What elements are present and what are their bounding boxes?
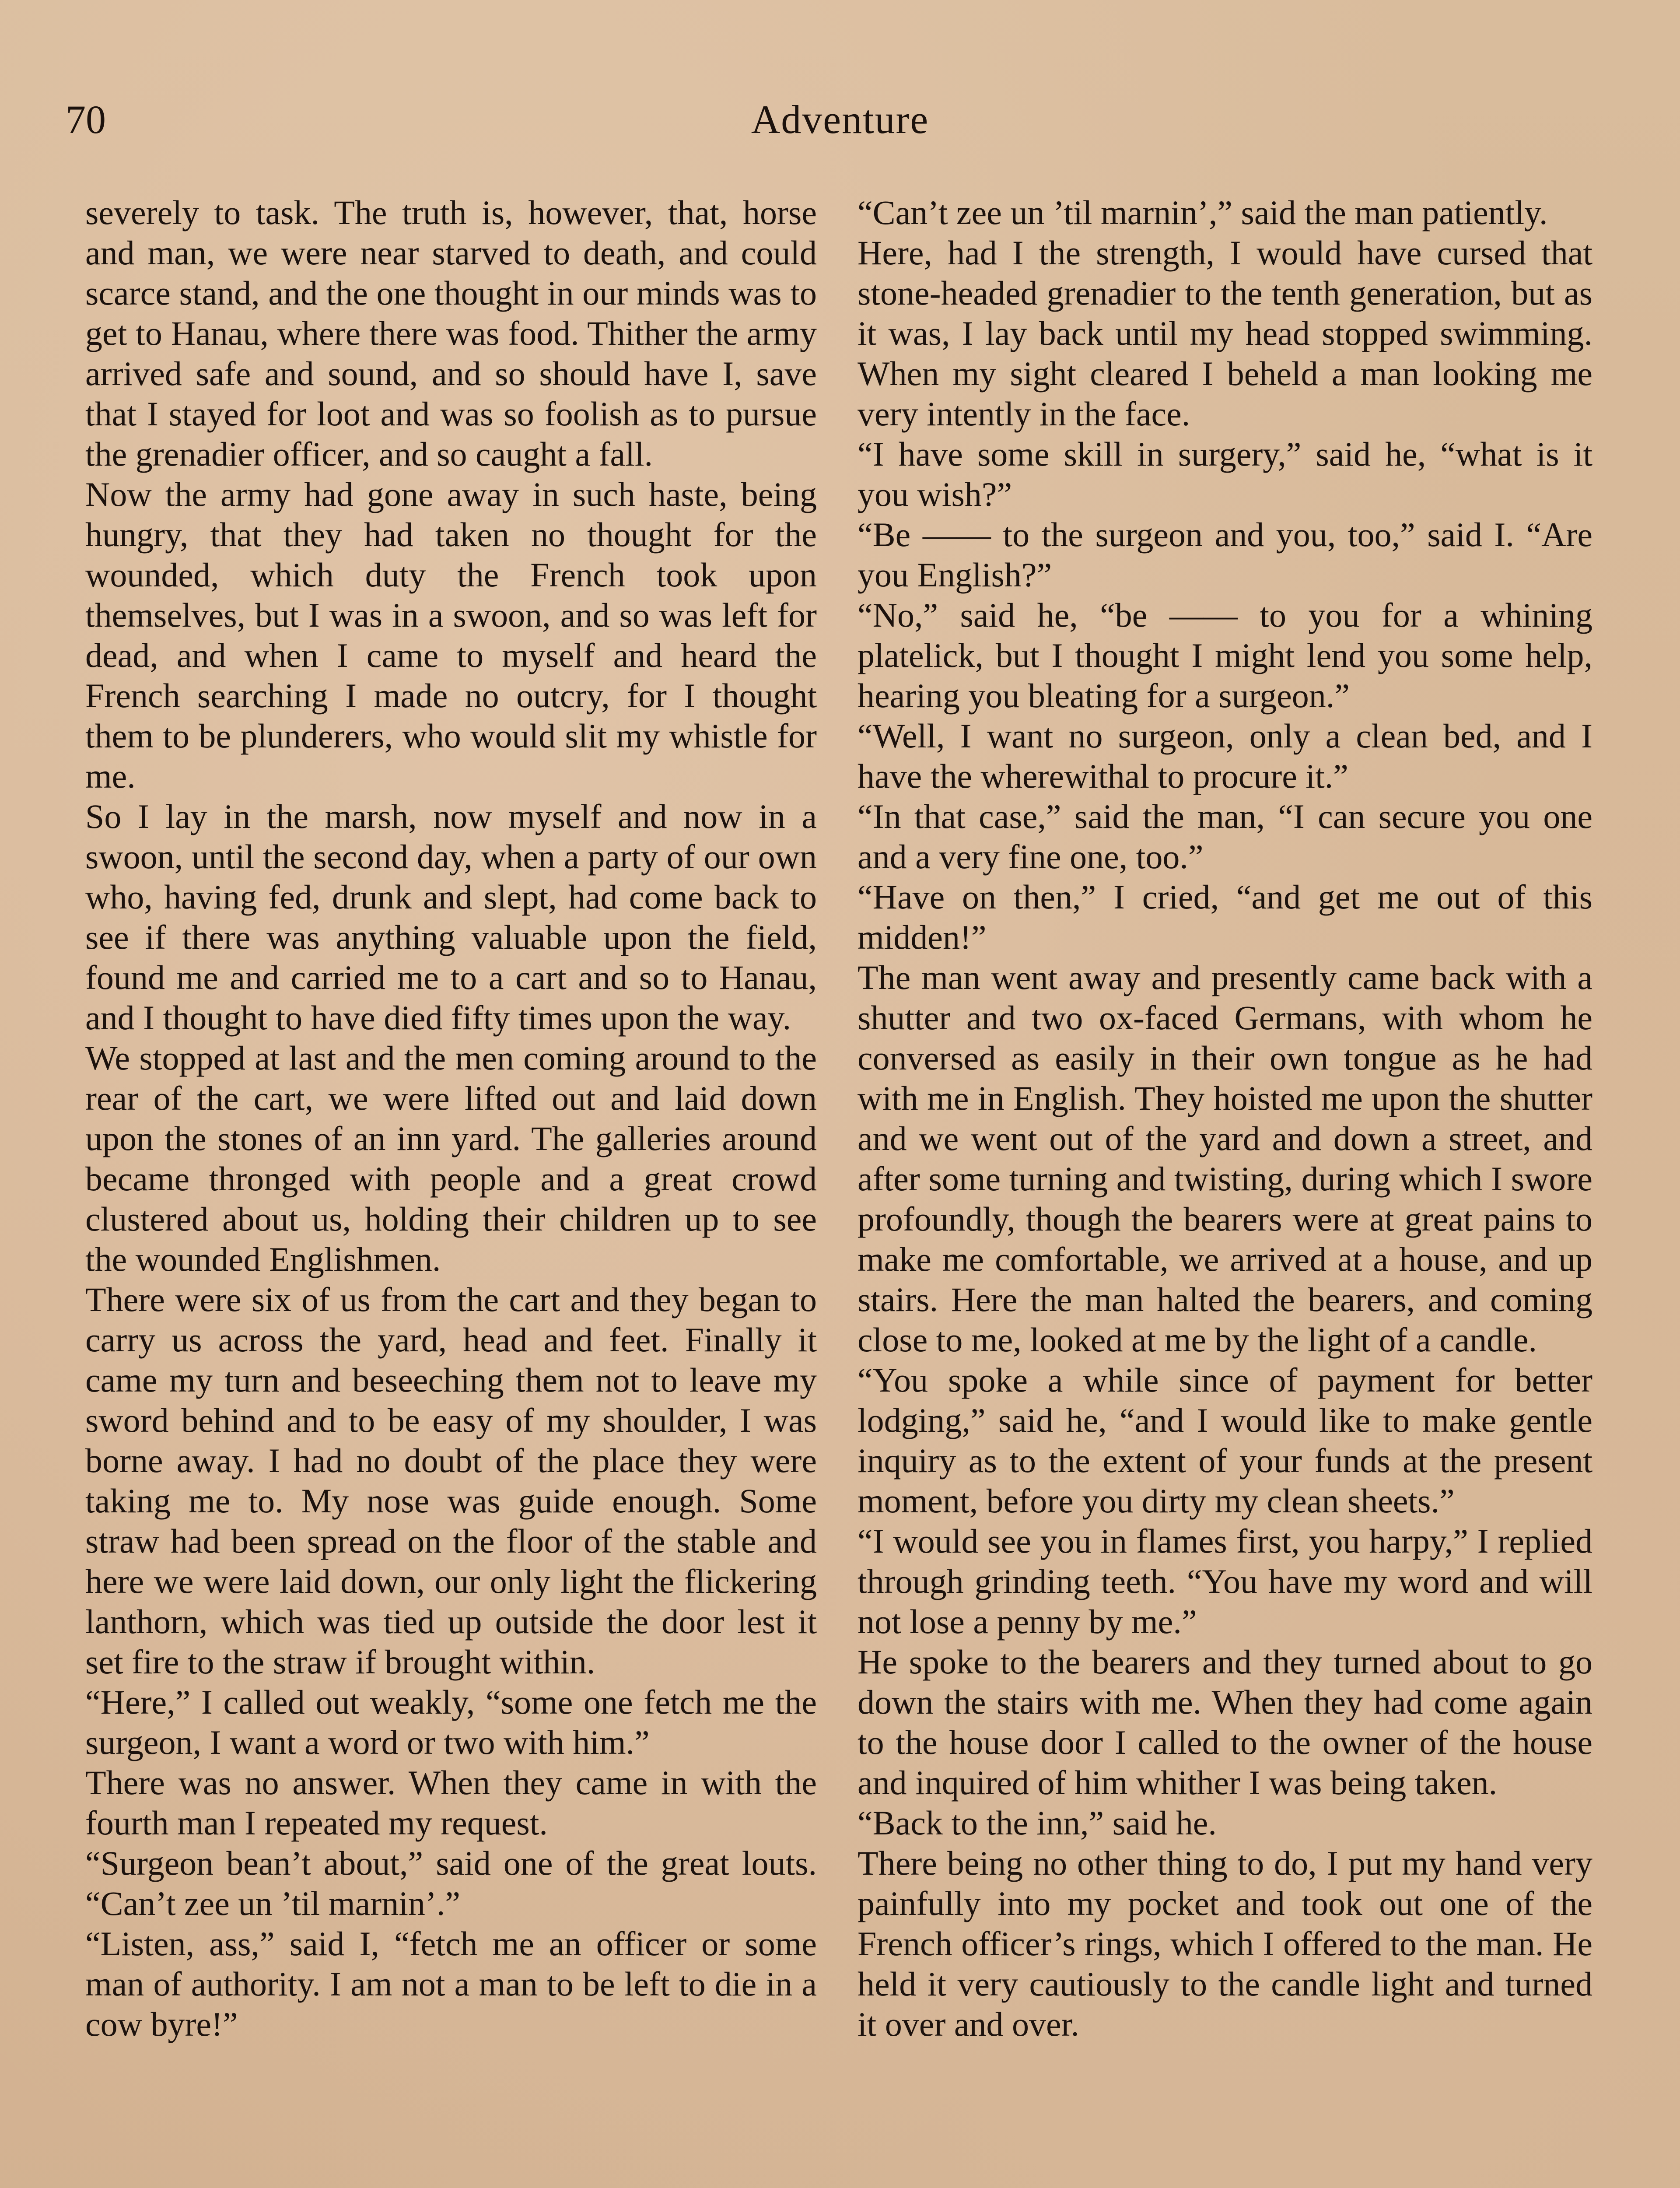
paragraph: Now the army had gone away in such haste, being hungry, that they had taken no thought for the wounded, which duty the French took upon themselves, but I was in a swoon, and so was left for dead, and when I came to myself and heard the French searching I made no outcry, for I thought them to be plunderers, who would slit my whistle for me. [85,475,817,795]
page-header [0,88,1680,153]
paragraph: severely to task. The truth is, however, that, horse and man, we were near starved to death, and could scarce stand, and the one thought in our minds was to get to Hanau, where there was food. Thither the army arrived safe and sound, and so should have I, save that I stayed for loot and was so foolish as to pursue the grenadier officer, and so caught a fall. [85,193,817,473]
paragraph: “I would see you in flames first, you harpy,” I replied through grinding teeth. “You have my word and will not lose a penny by me.” [858,1522,1592,1641]
running-title: Adventure [751,97,929,142]
paragraph: There was no answer. When they came in with the fourth man I repeated my request. [85,1764,817,1842]
paragraph: “In that case,” said the man, “I can secure you one and a very fine one, too.” [858,797,1592,876]
paragraph: “Surgeon bean’t about,” said one of the great louts. “Can’t zee un ’til marnin’.” [85,1844,817,1922]
paragraph: “Well, I want no surgeon, only a clean bed, and I have the wherewithal to procure it.” [858,717,1592,795]
paragraph: Here, had I the strength, I would have cursed that stone-headed grenadier to the tenth generation, but as it was, I lay back until my head stopped swimming. When my sight cleared I beheld a man looking me very intently in the face. [858,234,1592,433]
right-column [858,193,1592,2044]
paragraph: “Have on then,” I cried, “and get me out of this midden!” [858,878,1592,956]
paragraph: The man went away and presently came back with a shutter and two ox-faced Germans, with whom he conversed as easily in their own tongue as he had with me in English. They hoisted me upon the shutter and we went out of the yard and down a street, and after some turning and twisting, during which I swore profoundly, though the bearers were at great pains to make me comfortable, we arrived at a house, and up stairs. Here the man halted the bearers, and coming close to me, looked at me by the light of a candle. [858,958,1592,1359]
paragraph: “Here,” I called out weakly, “some one fetch me the surgeon, I want a word or two with him.” [85,1683,817,1761]
page-number: 70 [66,97,106,142]
paragraph: There being no other thing to do, I put my hand very painfully into my pocket and took out one of the French officer’s rings, which I offered to the man. He held it very cautiously to the candle light and turned it over and over. [858,1844,1592,2043]
paragraph: “Can’t zee un ’til marnin’,” said the man patiently. [858,193,1548,231]
paragraph: He spoke to the bearers and they turned about to go down the stairs with me. When they had come again to the house door I called to the owner of the house and inquired of him whither I was being taken. [858,1643,1592,1802]
left-column [85,193,817,2044]
paragraph: “Be —— to the surgeon and you, too,” said I. “Are you English?” [858,515,1592,594]
paragraph: “I have some skill in surgery,” said he, “what is it you wish?” [858,435,1592,513]
paragraph: “Listen, ass,” said I, “fetch me an officer or some man of authority. I am not a man to be left to die in a cow byre!” [85,1925,817,2043]
paragraph: “No,” said he, “be —— to you for a whining platelick, but I thought I might lend you some help, hearing you bleating for a surgeon.” [858,596,1592,715]
paragraph: “Back to the inn,” said he. [858,1804,1217,1842]
paragraph: “You spoke a while since of payment for better lodging,” said he, “and I would like to make gentle inquiry as to the extent of your funds at the present moment, before you dirty my clean sheets.” [858,1361,1592,1520]
paragraph: We stopped at last and the men coming around to the rear of the cart, we were lifted out and laid down upon the stones of an inn yard. The galleries around became thronged with people and a great crowd clustered about us, holding their children up to see the wounded Englishmen. [85,1039,817,1278]
paragraph: There were six of us from the cart and they began to carry us across the yard, head and feet. Finally it came my turn and beseeching them not to leave my sword behind and to be easy of my shoulder, I was borne away. I had no doubt of the place they were taking me to. My nose was guide enough. Some straw had been spread on the floor of the stable and here we were laid down, our only light the flickering lanthorn, which was tied up outside the door lest it set fire to the straw if brought within. [85,1280,817,1681]
paragraph: So I lay in the marsh, now myself and now in a swoon, until the second day, when a party of our own who, having fed, drunk and slept, had come back to see if there was anything valuable upon the field, found me and carried me to a cart and so to Hanau, and I thought to have died fifty times upon the way. [85,797,817,1037]
